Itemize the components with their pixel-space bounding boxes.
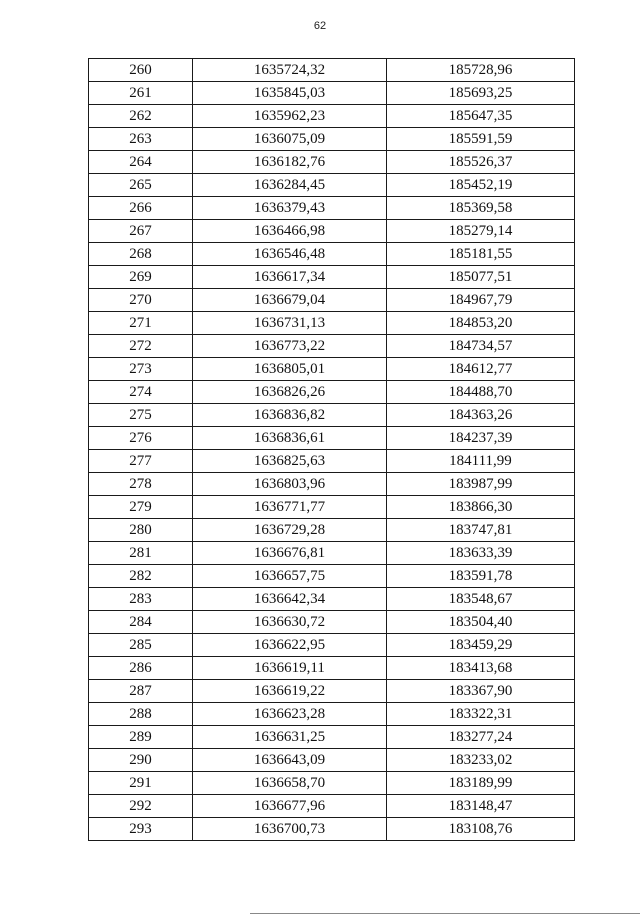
y-coordinate-cell: 183548,67 xyxy=(387,588,575,611)
y-coordinate-cell: 184612,77 xyxy=(387,358,575,381)
x-coordinate-cell: 1636825,63 xyxy=(193,450,387,473)
x-coordinate-cell: 1636773,22 xyxy=(193,335,387,358)
table-row xyxy=(89,818,575,841)
x-coordinate-cell: 1636700,73 xyxy=(193,818,387,841)
y-coordinate-cell: 184363,26 xyxy=(387,404,575,427)
x-coordinate-cell: 1636729,28 xyxy=(193,519,387,542)
point-number-cell: 262 xyxy=(89,105,193,128)
x-coordinate-cell: 1636622,95 xyxy=(193,634,387,657)
table-row xyxy=(89,519,575,542)
y-coordinate-cell: 183189,99 xyxy=(387,772,575,795)
x-coordinate-cell: 1635962,23 xyxy=(193,105,387,128)
table-row xyxy=(89,197,575,220)
table-row xyxy=(89,749,575,772)
point-number-cell: 269 xyxy=(89,266,193,289)
x-coordinate-cell: 1636676,81 xyxy=(193,542,387,565)
table-row xyxy=(89,496,575,519)
point-number-cell: 290 xyxy=(89,749,193,772)
x-coordinate-cell: 1636546,48 xyxy=(193,243,387,266)
y-coordinate-cell: 183277,24 xyxy=(387,726,575,749)
y-coordinate-cell: 184237,39 xyxy=(387,427,575,450)
y-coordinate-cell: 183233,02 xyxy=(387,749,575,772)
table-row xyxy=(89,59,575,82)
y-coordinate-cell: 184488,70 xyxy=(387,381,575,404)
y-coordinate-cell: 184111,99 xyxy=(387,450,575,473)
y-coordinate-cell: 183367,90 xyxy=(387,680,575,703)
point-number-cell: 272 xyxy=(89,335,193,358)
point-number-cell: 291 xyxy=(89,772,193,795)
y-coordinate-cell: 185693,25 xyxy=(387,82,575,105)
x-coordinate-cell: 1636731,13 xyxy=(193,312,387,335)
table-row xyxy=(89,657,575,680)
y-coordinate-cell: 184967,79 xyxy=(387,289,575,312)
table-row xyxy=(89,634,575,657)
table-row xyxy=(89,358,575,381)
x-coordinate-cell: 1636642,34 xyxy=(193,588,387,611)
table-row xyxy=(89,289,575,312)
table-row xyxy=(89,795,575,818)
y-coordinate-cell: 184853,20 xyxy=(387,312,575,335)
table-row xyxy=(89,611,575,634)
y-coordinate-cell: 183504,40 xyxy=(387,611,575,634)
x-coordinate-cell: 1636075,09 xyxy=(193,128,387,151)
table-row xyxy=(89,82,575,105)
table-row xyxy=(89,381,575,404)
x-coordinate-cell: 1636617,34 xyxy=(193,266,387,289)
table-row xyxy=(89,151,575,174)
table-row xyxy=(89,243,575,266)
point-number-cell: 286 xyxy=(89,657,193,680)
point-number-cell: 293 xyxy=(89,818,193,841)
y-coordinate-cell: 185077,51 xyxy=(387,266,575,289)
point-number-cell: 277 xyxy=(89,450,193,473)
x-coordinate-cell: 1636631,25 xyxy=(193,726,387,749)
x-coordinate-cell: 1636619,22 xyxy=(193,680,387,703)
table-row xyxy=(89,404,575,427)
table-row xyxy=(89,312,575,335)
y-coordinate-cell: 185647,35 xyxy=(387,105,575,128)
table-row xyxy=(89,427,575,450)
y-coordinate-cell: 183987,99 xyxy=(387,473,575,496)
x-coordinate-cell: 1636630,72 xyxy=(193,611,387,634)
page-bottom-edge xyxy=(250,913,640,914)
point-number-cell: 267 xyxy=(89,220,193,243)
y-coordinate-cell: 183747,81 xyxy=(387,519,575,542)
y-coordinate-cell: 185526,37 xyxy=(387,151,575,174)
y-coordinate-cell: 185369,58 xyxy=(387,197,575,220)
table-row xyxy=(89,680,575,703)
x-coordinate-cell: 1636466,98 xyxy=(193,220,387,243)
table-row xyxy=(89,335,575,358)
point-number-cell: 283 xyxy=(89,588,193,611)
x-coordinate-cell: 1636805,01 xyxy=(193,358,387,381)
point-number-cell: 292 xyxy=(89,795,193,818)
table-row xyxy=(89,266,575,289)
x-coordinate-cell: 1636803,96 xyxy=(193,473,387,496)
page-number: 62 xyxy=(313,20,327,32)
point-number-cell: 279 xyxy=(89,496,193,519)
point-number-cell: 287 xyxy=(89,680,193,703)
y-coordinate-cell: 184734,57 xyxy=(387,335,575,358)
table-row xyxy=(89,174,575,197)
point-number-cell: 289 xyxy=(89,726,193,749)
table-row xyxy=(89,220,575,243)
point-number-cell: 263 xyxy=(89,128,193,151)
point-number-cell: 273 xyxy=(89,358,193,381)
coordinates-table-body xyxy=(89,59,575,841)
y-coordinate-cell: 183148,47 xyxy=(387,795,575,818)
table-row xyxy=(89,588,575,611)
point-number-cell: 271 xyxy=(89,312,193,335)
table-row xyxy=(89,703,575,726)
x-coordinate-cell: 1636379,43 xyxy=(193,197,387,220)
table-row xyxy=(89,542,575,565)
point-number-cell: 270 xyxy=(89,289,193,312)
x-coordinate-cell: 1636836,61 xyxy=(193,427,387,450)
y-coordinate-cell: 185591,59 xyxy=(387,128,575,151)
table-row xyxy=(89,772,575,795)
point-number-cell: 276 xyxy=(89,427,193,450)
point-number-cell: 275 xyxy=(89,404,193,427)
y-coordinate-cell: 183591,78 xyxy=(387,565,575,588)
x-coordinate-cell: 1636284,45 xyxy=(193,174,387,197)
x-coordinate-cell: 1636771,77 xyxy=(193,496,387,519)
table-row xyxy=(89,473,575,496)
table-row xyxy=(89,565,575,588)
x-coordinate-cell: 1636679,04 xyxy=(193,289,387,312)
table-row xyxy=(89,450,575,473)
point-number-cell: 261 xyxy=(89,82,193,105)
point-number-cell: 278 xyxy=(89,473,193,496)
y-coordinate-cell: 183108,76 xyxy=(387,818,575,841)
y-coordinate-cell: 185452,19 xyxy=(387,174,575,197)
point-number-cell: 264 xyxy=(89,151,193,174)
point-number-cell: 266 xyxy=(89,197,193,220)
coordinates-table xyxy=(88,58,575,841)
point-number-cell: 288 xyxy=(89,703,193,726)
x-coordinate-cell: 1635724,32 xyxy=(193,59,387,82)
table-row xyxy=(89,105,575,128)
point-number-cell: 260 xyxy=(89,59,193,82)
x-coordinate-cell: 1636658,70 xyxy=(193,772,387,795)
point-number-cell: 284 xyxy=(89,611,193,634)
x-coordinate-cell: 1636643,09 xyxy=(193,749,387,772)
point-number-cell: 265 xyxy=(89,174,193,197)
y-coordinate-cell: 183413,68 xyxy=(387,657,575,680)
point-number-cell: 282 xyxy=(89,565,193,588)
x-coordinate-cell: 1636657,75 xyxy=(193,565,387,588)
y-coordinate-cell: 183322,31 xyxy=(387,703,575,726)
x-coordinate-cell: 1636826,26 xyxy=(193,381,387,404)
y-coordinate-cell: 183633,39 xyxy=(387,542,575,565)
point-number-cell: 280 xyxy=(89,519,193,542)
y-coordinate-cell: 185728,96 xyxy=(387,59,575,82)
y-coordinate-cell: 185279,14 xyxy=(387,220,575,243)
point-number-cell: 274 xyxy=(89,381,193,404)
point-number-cell: 268 xyxy=(89,243,193,266)
table-row xyxy=(89,128,575,151)
x-coordinate-cell: 1636836,82 xyxy=(193,404,387,427)
point-number-cell: 285 xyxy=(89,634,193,657)
x-coordinate-cell: 1636182,76 xyxy=(193,151,387,174)
y-coordinate-cell: 185181,55 xyxy=(387,243,575,266)
y-coordinate-cell: 183866,30 xyxy=(387,496,575,519)
x-coordinate-cell: 1636623,28 xyxy=(193,703,387,726)
table-row xyxy=(89,726,575,749)
x-coordinate-cell: 1635845,03 xyxy=(193,82,387,105)
x-coordinate-cell: 1636677,96 xyxy=(193,795,387,818)
point-number-cell: 281 xyxy=(89,542,193,565)
x-coordinate-cell: 1636619,11 xyxy=(193,657,387,680)
y-coordinate-cell: 183459,29 xyxy=(387,634,575,657)
